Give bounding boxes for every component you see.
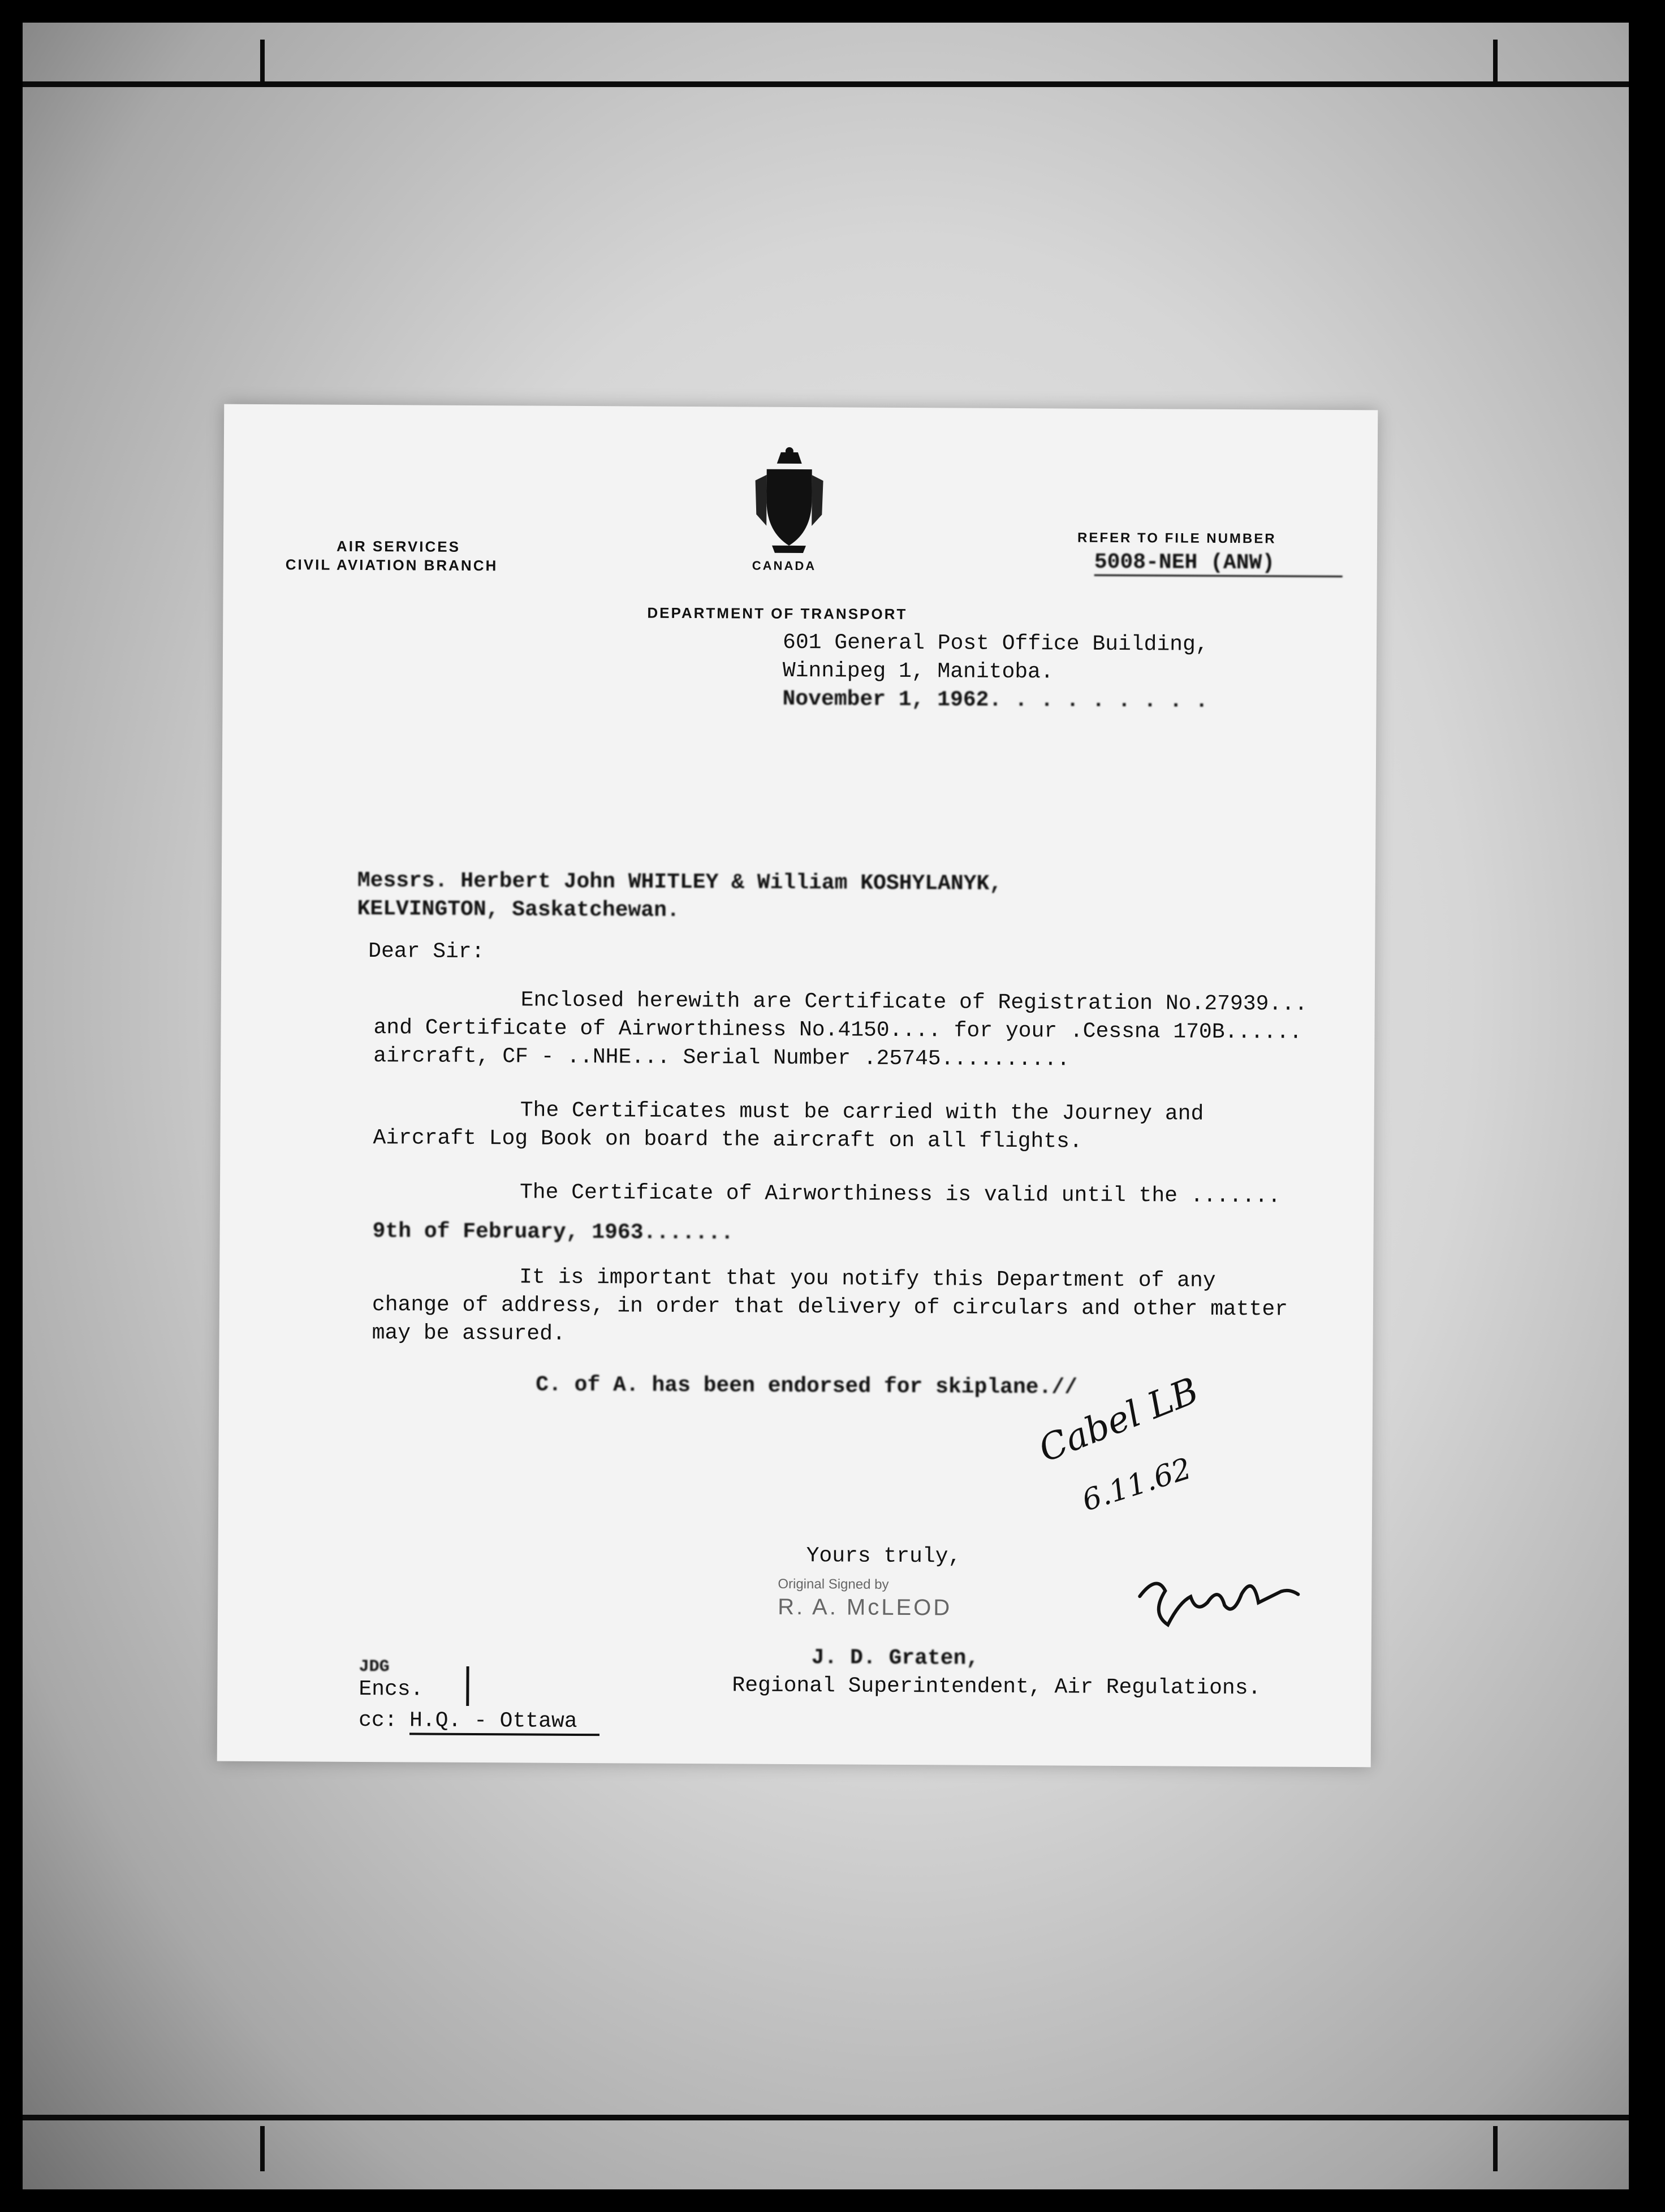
branch-line2: CIVIL AVIATION BRANCH <box>285 556 498 574</box>
coat-of-arms-icon <box>749 447 829 555</box>
paragraph1-line1: Enclosed herewith are Certificate of Registration No.27939... <box>520 988 1308 1017</box>
address-line2: Winnipeg 1, Manitoba. <box>782 658 1054 685</box>
country-label: CANADA <box>752 558 817 573</box>
cc-label: cc: <box>358 1708 398 1733</box>
paragraph1-line2: and Certificate of Airworthiness No.4150.... for your .Cessna 170B...... <box>373 1016 1302 1045</box>
paragraph4-line1: It is important that you notify this Department of any <box>519 1265 1216 1293</box>
refer-label: REFER TO FILE NUMBER <box>1077 530 1276 547</box>
letter-date: November 1, 1962. . . . . . . . . <box>782 686 1209 714</box>
enclosure-mark <box>466 1666 469 1706</box>
paragraph4-line3: may be assured. <box>372 1321 566 1346</box>
enclosures-label: Encs. <box>359 1677 424 1702</box>
recipient-line2: KELVINGTON, Saskatchewan. <box>357 896 680 923</box>
frame-tick <box>260 40 265 85</box>
cc-recipient: H.Q. - Ottawa <box>409 1708 600 1736</box>
handwritten-note-line1: Cabel LB <box>1033 1369 1205 1471</box>
salutation: Dear Sir: <box>368 939 485 965</box>
endorsement-note: C. of A. has been endorsed for skiplane.// <box>536 1372 1078 1400</box>
paragraph1-line3: aircraft, CF - ..NHE... Serial Number .25745.......... <box>373 1044 1070 1072</box>
file-number: 5008-NEH (ANW) <box>1094 550 1343 577</box>
signer-title: Regional Superintendent, Air Regulations. <box>732 1673 1261 1701</box>
letter-sheet <box>217 404 1378 1768</box>
frame-tick <box>1493 40 1498 85</box>
recipient-line1: Messrs. Herbert John WHITLEY & William KOSHYLANYK, <box>357 868 1003 896</box>
paragraph4-line2: change of address, in order that delivery of circulars and other matter <box>372 1293 1288 1322</box>
frame-tick <box>1493 2126 1498 2171</box>
paragraph2-line1: The Certificates must be carried with the Journey and <box>520 1098 1204 1126</box>
valediction: Yours truly, <box>806 1544 961 1569</box>
signature-stamp-line1: Original Signed by <box>778 1576 889 1592</box>
handwritten-note-line2: 6.11.62 <box>1078 1451 1196 1518</box>
signature-stamp-name: R. A. McLEOD <box>778 1594 952 1621</box>
paragraph2-line2: Aircraft Log Book on board the aircraft on all flights. <box>373 1126 1082 1154</box>
department-title: DEPARTMENT OF TRANSPORT <box>647 604 908 623</box>
initials: JDG <box>359 1657 390 1677</box>
branch-line1: AIR SERVICES <box>336 537 461 555</box>
signer-name: J. D. Graten, <box>811 1645 980 1671</box>
frame-tick <box>260 2126 265 2171</box>
handwritten-signature-icon <box>1134 1562 1304 1643</box>
frame-bottom-rule <box>23 2115 1629 2120</box>
paragraph3-line1: The Certificate of Airworthiness is valid until the ....... <box>519 1180 1281 1209</box>
address-line1: 601 General Post Office Building, <box>782 630 1209 657</box>
validity-date: 9th of February, 1963....... <box>372 1219 734 1246</box>
